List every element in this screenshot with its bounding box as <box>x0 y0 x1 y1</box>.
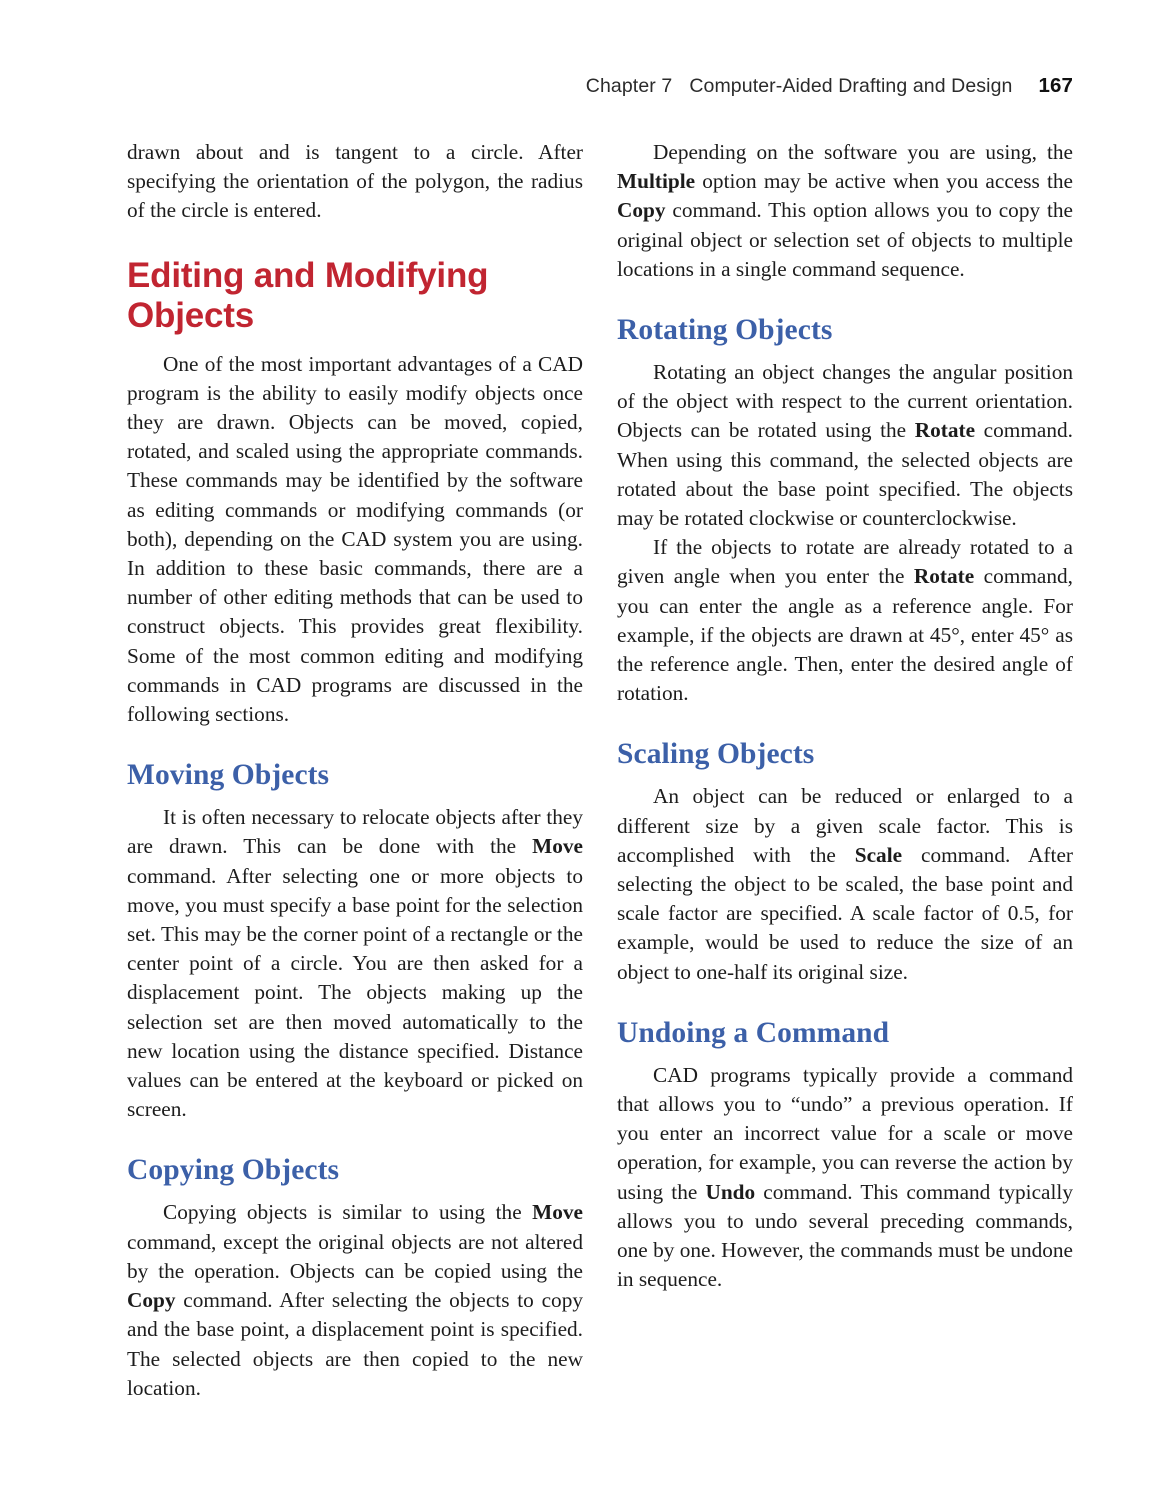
paragraph-advantages: One of the most important advantages of a CAD program is the ability to easily modify objects once they are drawn. Objects can be moved, copied, rotated, and scaled using the appropriate commands. These commands may be identified by the software as editing commands or modifying commands (or both), depending on the CAD system you are using. In addition to these basic commands, there are a number of other editing methods that can be used to construct objects. This provides great flexibility. Some of the most common editing and modifying commands in CAD programs are discussed in the following sections. <box>127 351 583 727</box>
command-name-multiple: Multiple <box>617 169 696 194</box>
command-name-scale: Scale <box>854 842 903 867</box>
spacer <box>617 284 1073 314</box>
text-run: command. This option allows you to copy the original object or selection set of objects to multiple locations in a single command sequence. <box>617 198 1073 281</box>
spacer <box>127 1187 583 1198</box>
text-run: command. After selecting one or more objects to move, you must specify a base point for the selection set. This may be the corner point of a rectangle or the center point of a circle. You are then asked for a displacement point. The objects making up the selection set are then moved automatically to the new location using the distance specified. Distance values can be entered at the keyboard or picked on screen. <box>127 863 583 1122</box>
text-run: It is often necessary to relocate objects after they are drawn. This can be done with the <box>127 805 583 859</box>
heading-copying-objects: Copying Objects <box>127 1154 340 1187</box>
text-run: Rotating an object changes the angular position of the object with respect to the current orientation. Objects can be rotated using the <box>617 360 1073 443</box>
body-columns <box>127 138 1073 1408</box>
command-name-rotate: Rotate <box>914 418 976 443</box>
paragraph-rotating <box>617 358 1073 533</box>
text-run: Depending on the software you are using, the <box>653 140 1073 164</box>
command-name-move: Move <box>532 834 583 859</box>
running-head-chapter-number: Chapter 7 <box>585 75 673 97</box>
running-head-chapter-title: Computer-Aided Drafting and Design <box>689 75 1013 97</box>
spacer <box>617 708 1073 738</box>
text-run: If the objects to rotate are already rotated to a given angle when you enter the <box>617 535 1073 589</box>
command-name-copy: Copy <box>617 198 666 223</box>
spacer <box>127 226 583 256</box>
command-name-copy: Copy <box>127 1288 176 1313</box>
paragraph-copying <box>127 1198 583 1402</box>
spacer <box>617 1050 1073 1061</box>
text-run: An object can be reduced or enlarged to a different size by a given scale factor. This is accomplished with the <box>617 784 1073 867</box>
text-run: command, except the original objects are not altered by the operation. Objects can be copied using the <box>127 1229 583 1283</box>
heading-rotating-objects: Rotating Objects <box>617 314 833 347</box>
paragraph-multiple-option <box>617 138 1073 284</box>
text-run: CAD programs typically provide a command that allows you to “undo” a previous operation. If you enter an incorrect value for a scale or move operation, for example, you can reverse the action by using the <box>617 1062 1073 1204</box>
text-run: command. When using this command, the selected objects are rotated about the base point specified. The objects may be rotated clockwise or counterclockwise. <box>617 418 1073 531</box>
heading-editing-and-modifying-objects: Editing and Modifying Objects <box>127 255 489 335</box>
spacer <box>617 987 1073 1017</box>
paragraph-moving <box>127 803 583 1124</box>
spacer <box>127 336 583 350</box>
page-number: 167 <box>1038 74 1073 97</box>
spacer <box>127 792 583 803</box>
paragraph-reference-angle <box>617 533 1073 708</box>
spacer <box>127 729 583 759</box>
text-run: Copying objects is similar to using the <box>163 1200 533 1225</box>
command-name-rotate: Rotate <box>913 564 975 589</box>
spacer <box>617 347 1073 358</box>
spacer <box>127 1124 583 1154</box>
spacer <box>617 771 1073 782</box>
heading-undoing-a-command: Undoing a Command <box>617 1016 890 1049</box>
command-name-undo: Undo <box>705 1179 756 1204</box>
running-head <box>127 74 1073 98</box>
text-run: command, you can enter the angle as a reference angle. For example, if the objects are drawn at 45°, enter 45° as the reference angle. Then, enter the desired angle of rotation. <box>617 564 1073 706</box>
paragraph-scaling <box>617 782 1073 986</box>
text-run: command. After selecting the objects to copy and the base point, a displacement point is specified. The selected objects are then copied to the new location. <box>127 1288 583 1400</box>
text-run: option may be active when you access the <box>695 169 1073 194</box>
heading-moving-objects: Moving Objects <box>127 759 330 792</box>
text-run: command. After selecting the object to be scaled, the base point and scale factor are specified. A scale factor of 0.5, for example, would be used to reduce the size of an object to one-half its original size. <box>617 842 1073 984</box>
paragraph-undoing <box>617 1061 1073 1295</box>
heading-scaling-objects: Scaling Objects <box>617 738 815 771</box>
column-left <box>127 138 583 1403</box>
text-run: command. This command typically allows you to undo several preceding commands, one by one. However, the commands must be undone in sequence. <box>617 1179 1073 1292</box>
command-name-move: Move <box>532 1200 583 1225</box>
paragraph-carryover: drawn about and is tangent to a circle. After specifying the orientation of the polygon, the radius of the circle is entered. <box>127 140 583 223</box>
column-right <box>617 138 1073 1295</box>
